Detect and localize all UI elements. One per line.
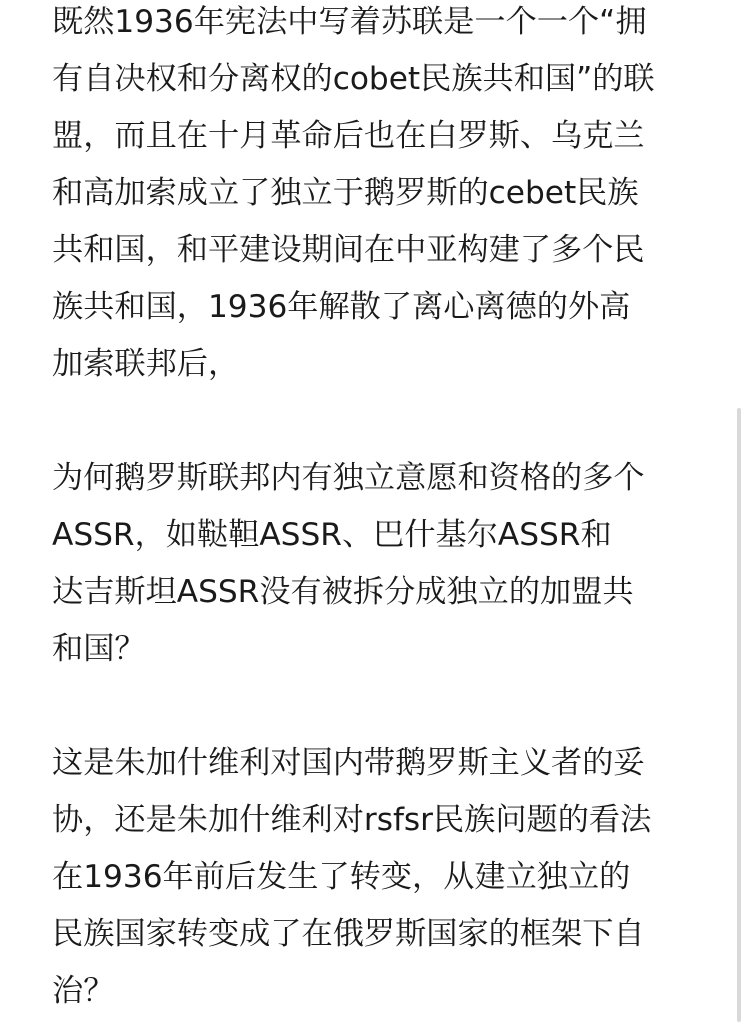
text-line: 既然1936年宪法中写着苏联是一个一个“拥 bbox=[52, 4, 647, 40]
text-line: 在1936年前后发生了转变，从建立独立的 bbox=[52, 859, 631, 895]
text-line: ASSR，如鞑靼ASSR、巴什基尔ASSR和 bbox=[52, 517, 612, 553]
scrollbar[interactable] bbox=[737, 408, 741, 1022]
paragraph-2 bbox=[52, 450, 704, 678]
text-line: 盟，而且在十月革命后也在白罗斯、乌克兰 bbox=[52, 118, 645, 154]
text-line: 有自决权和分离权的cobet民族共和国”的联 bbox=[52, 61, 655, 97]
text-line: 协，还是朱加什维利对rsfsr民族问题的看法 bbox=[52, 802, 652, 838]
article-body bbox=[52, 0, 704, 1020]
text-line: 达吉斯坦ASSR没有被拆分成独立的加盟共 bbox=[52, 574, 634, 610]
text-line: 和国？ bbox=[52, 631, 146, 667]
paragraph-3 bbox=[52, 735, 704, 1020]
paragraph-1 bbox=[52, 0, 704, 393]
text-line: 和高加索成立了独立于鹅罗斯的cebet民族 bbox=[52, 175, 639, 211]
text-line: 民族国家转变成了在俄罗斯国家的框架下自 bbox=[52, 916, 645, 952]
text-line: 这是朱加什维利对国内带鹅罗斯主义者的妥 bbox=[52, 745, 645, 781]
paragraph-spacer bbox=[52, 393, 704, 450]
text-line: 加索联邦后， bbox=[52, 346, 240, 382]
text-line: 为何鹅罗斯联邦内有独立意愿和资格的多个 bbox=[52, 460, 645, 496]
text-line: 族共和国，1936年解散了离心离德的外高 bbox=[52, 289, 631, 325]
paragraph-spacer bbox=[52, 678, 704, 735]
text-line: 治？ bbox=[52, 973, 115, 1009]
text-line: 共和国，和平建设期间在中亚构建了多个民 bbox=[52, 232, 645, 268]
